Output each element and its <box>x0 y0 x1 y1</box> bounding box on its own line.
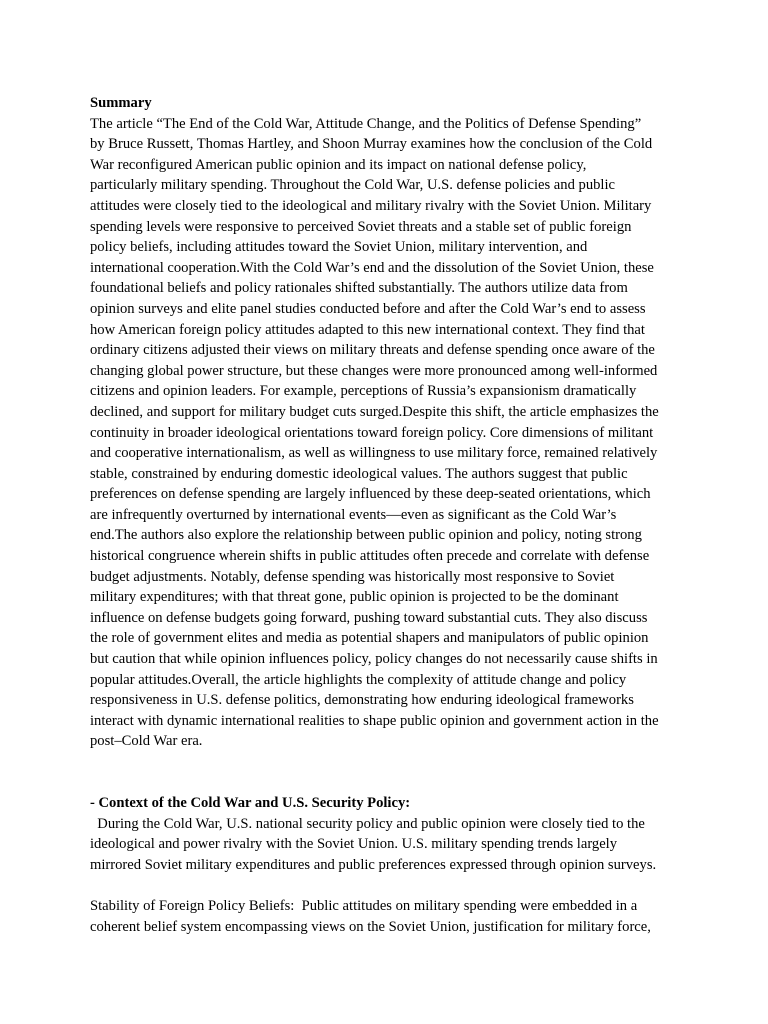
summary-heading: Summary <box>90 95 152 111</box>
text-line: declined, and support for military budget cuts surged.Despite this shift, the article emphasizes the <box>90 403 659 420</box>
text-line: budget adjustments. Notably, defense spending was historically most responsive to Soviet <box>90 568 615 585</box>
text-line: coherent belief system encompassing views on the Soviet Union, justification for military force, <box>90 918 651 935</box>
context-paragraph <box>90 814 680 876</box>
text-line: Stability of Foreign Policy Beliefs: Public attitudes on military spending were embedded in a <box>90 898 638 915</box>
text-line: post–Cold War era. <box>90 733 203 750</box>
text-line: but caution that while opinion influences policy, policy changes do not necessarily cause shifts in <box>90 651 658 668</box>
text-line: preferences on defense spending are largely influenced by these deep-seated orientations, which <box>90 486 651 503</box>
text-line: responsiveness in U.S. defense politics, demonstrating how enduring ideological frameworks <box>90 692 634 709</box>
text-line: stable, constrained by enduring domestic ideological values. The authors suggest that public <box>90 465 628 482</box>
text-line: mirrored Soviet military expenditures and public preferences expressed through opinion surveys. <box>90 856 657 873</box>
text-line: The article “The End of the Cold War, Attitude Change, and the Politics of Defense Spending” <box>90 115 642 132</box>
text-line: influence on defense budgets going forward, pushing toward substantial cuts. They also discuss <box>90 609 648 626</box>
context-heading: - Context of the Cold War and U.S. Security Policy: <box>90 795 411 811</box>
text-line: foundational beliefs and policy rationales shifted substantially. The authors utilize data from <box>90 280 628 297</box>
text-line: particularly military spending. Throughout the Cold War, U.S. defense policies and public <box>90 177 615 194</box>
text-line: interact with dynamic international realities to shape public opinion and government action in the <box>90 712 659 729</box>
text-line: ordinary citizens adjusted their views on military threats and defense spending once aware of the <box>90 342 655 359</box>
text-line: historical congruence wherein shifts in public attitudes often precede and correlate with defense <box>90 548 650 565</box>
text-line: military expenditures; with that threat gone, public opinion is projected to be the dominant <box>90 589 619 606</box>
text-line: attitudes were closely tied to the ideological and military rivalry with the Soviet Union. Military <box>90 197 652 214</box>
text-line: popular attitudes.Overall, the article highlights the complexity of attitude change and policy <box>90 671 627 688</box>
stability-paragraph <box>90 896 680 937</box>
text-line: opinion surveys and elite panel studies conducted before and after the Cold War’s end to assess <box>90 300 646 317</box>
text-line: the role of government elites and media as potential shapers and manipulators of public opinion <box>90 630 649 647</box>
text-line: international cooperation.With the Cold War’s end and the dissolution of the Soviet Union, these <box>90 259 654 276</box>
text-line: and cooperative internationalism, as well as willingness to use military force, remained relatively <box>90 445 658 462</box>
text-line: are infrequently overturned by international events—even as significant as the Cold War’s <box>90 506 617 523</box>
text-line: During the Cold War, U.S. national security policy and public opinion were closely tied to the <box>90 815 645 832</box>
text-line: continuity in broader ideological orientations toward foreign policy. Core dimensions of militant <box>90 424 654 441</box>
text-line: spending levels were responsive to perceived Soviet threats and a stable set of public foreign <box>90 218 632 235</box>
text-line: ideological and power rivalry with the Soviet Union. U.S. military spending trends largely <box>90 836 618 853</box>
text-line: end.The authors also explore the relationship between public opinion and policy, noting strong <box>90 527 642 544</box>
text-line: policy beliefs, including attitudes toward the Soviet Union, military intervention, and <box>90 239 588 256</box>
paragraph-spacer <box>90 875 680 896</box>
text-line: citizens and opinion leaders. For example, perceptions of Russia’s expansionism dramatically <box>90 383 637 400</box>
summary-paragraph <box>90 114 680 752</box>
paragraph-spacer <box>90 752 680 793</box>
text-line: by Bruce Russett, Thomas Hartley, and Shoon Murray examines how the conclusion of the Cold <box>90 136 653 153</box>
text-line: how American foreign policy attitudes adapted to this new international context. They find that <box>90 321 645 338</box>
text-line: War reconfigured American public opinion and its impact on national defense policy, <box>90 156 587 173</box>
text-line: changing global power structure, but these changes were more pronounced among well-informed <box>90 362 658 379</box>
